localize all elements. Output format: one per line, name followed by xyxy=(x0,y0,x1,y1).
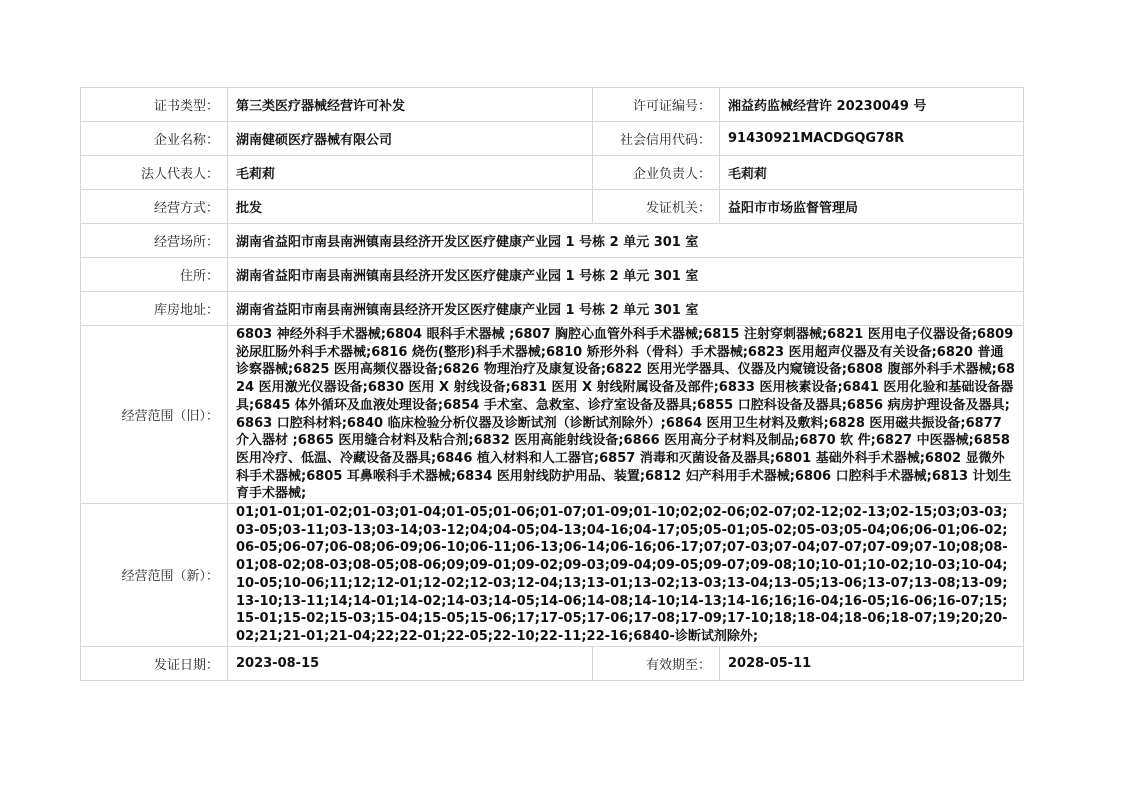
issue-date-label: 发证日期： xyxy=(81,646,228,680)
premises-value: 湖南省益阳市南县南洲镇南县经济开发区医疗健康产业园 1 号栋 2 单元 301 室 xyxy=(228,224,1024,258)
row-premises xyxy=(81,224,1024,258)
row-mode xyxy=(81,190,1024,224)
certificate-table xyxy=(80,87,1024,681)
warehouse-value: 湖南省益阳市南县南洲镇南县经济开发区医疗健康产业园 1 号栋 2 单元 301 室 xyxy=(228,292,1024,326)
mode-value: 批发 xyxy=(228,190,593,224)
row-warehouse xyxy=(81,292,1024,326)
premises-label: 经营场所： xyxy=(81,224,228,258)
residence-label: 住所： xyxy=(81,258,228,292)
legal-rep-label: 法人代表人： xyxy=(81,156,228,190)
issuer-value: 益阳市市场监督管理局 xyxy=(720,190,1024,224)
row-cert-type xyxy=(81,88,1024,122)
mode-label: 经营方式： xyxy=(81,190,228,224)
cert-type-value: 第三类医疗器械经营许可补发 xyxy=(228,88,593,122)
credit-code-label: 社会信用代码： xyxy=(593,122,720,156)
manager-value: 毛莉莉 xyxy=(720,156,1024,190)
legal-rep-value: 毛莉莉 xyxy=(228,156,593,190)
row-residence xyxy=(81,258,1024,292)
row-representatives xyxy=(81,156,1024,190)
row-company xyxy=(81,122,1024,156)
valid-until-value: 2028-05-11 xyxy=(720,646,1024,680)
residence-value: 湖南省益阳市南县南洲镇南县经济开发区医疗健康产业园 1 号栋 2 单元 301 室 xyxy=(228,258,1024,292)
scope-new-value: 01;01-01;01-02;01-03;01-04;01-05;01-06;01-07;01-09;01-10;02;02-06;02-07;02-12;02-13;02-15;03;03-03;03-05;03-11;03-13;03-14;03-12;04;04-05;04-13;04-16;04-17;05;05-01;05-02;05-03;05-04;06;06-01;06-02;06-05;06-07;06-08;06-09;06-10;06-11;06-13;06-14;06-16;06-17;07;07-03;07-04;07-07;07-09;07-10;08;08-01;08-02;08-03;08-05;08-06;09;09-01;09-02;09-03;09-04;09-05;09-07;09-08;10;10-01;10-02;10-03;10-04;10-05;10-06;11;12;12-01;12-02;12-03;12-04;13;13-01;13-02;13-03;13-04;13-05;13-06;13-07;13-08;13-09;13-10;13-11;14;14-01;14-02;14-03;14-05;14-06;14-08;14-10;14-13;14-16;16;16-04;16-05;16-06;16-07;15;15-01;15-02;15-03;15-04;15-05;15-06;17;17-05;17-06;17-08;17-09;17-10;18;18-04;18-06;18-07;19;20;20-02;21;21-01;21-04;22;22-01;22-05;22-10;22-11;22-16;6840-诊断试剂除外; xyxy=(228,504,1024,647)
valid-until-label: 有效期至： xyxy=(593,646,720,680)
row-scope-new xyxy=(81,504,1024,647)
manager-label: 企业负责人： xyxy=(593,156,720,190)
license-no-label: 许可证编号： xyxy=(593,88,720,122)
warehouse-label: 库房地址： xyxy=(81,292,228,326)
company-label: 企业名称： xyxy=(81,122,228,156)
row-dates xyxy=(81,646,1024,680)
row-scope-old xyxy=(81,326,1024,504)
license-no-value: 湘益药监械经营许 20230049 号 xyxy=(720,88,1024,122)
company-value: 湖南健硕医疗器械有限公司 xyxy=(228,122,593,156)
credit-code-value: 91430921MACDGQG78R xyxy=(720,122,1024,156)
scope-old-label: 经营范围（旧）： xyxy=(81,326,228,504)
scope-old-value: 6803 神经外科手术器械;6804 眼科手术器械 ;6807 胸腔心血管外科手术器械;6815 注射穿刺器械;6821 医用电子仪器设备;6809 泌尿肛肠外科手术器械;6816 烧伤(整形)科手术器械;6810 矫形外科（骨科）手术器械;6823 医用超声仪器及有关设备;6820 普通诊察器械;6825 医用高频仪器设备;6826 物理治疗及康复设备;6822 医用光学器具、仪器及内窥镜设备;6808 腹部外科手术器械;6824 医用激光仪器设备;6830 医用 X 射线设备;6831 医用 X 射线附属设备及部件;6833 医用核素设备;6841 医用化验和基础设备器具;6845 体外循环及血液处理设备;6854 手术室、急救室、诊疗室设备及器具;6855 口腔科设备及器具;6856 病房护理设备及器具;6863 口腔科材料;6840 临床检验分析仪器及诊断试剂（诊断试剂除外）;6864 医用卫生材料及敷料;6828 医用磁共振设备;6877 介入器材 ;6865 医用缝合材料及粘合剂;6832 医用高能射线设备;6866 医用高分子材料及制品;6870 软 件;6827 中医器械;6858 医用冷疗、低温、冷藏设备及器具;6846 植入材料和人工器官;6857 消毒和灭菌设备及器具;6801 基础外科手术器械;6802 显微外科手术器械;6805 耳鼻喉科手术器械;6834 医用射线防护用品、装置;6812 妇产科用手术器械;6806 口腔科手术器械;6813 计划生育手术器械; xyxy=(228,326,1024,504)
issuer-label: 发证机关： xyxy=(593,190,720,224)
scope-new-label: 经营范围（新）： xyxy=(81,504,228,647)
issue-date-value: 2023-08-15 xyxy=(228,646,593,680)
cert-type-label: 证书类型： xyxy=(81,88,228,122)
